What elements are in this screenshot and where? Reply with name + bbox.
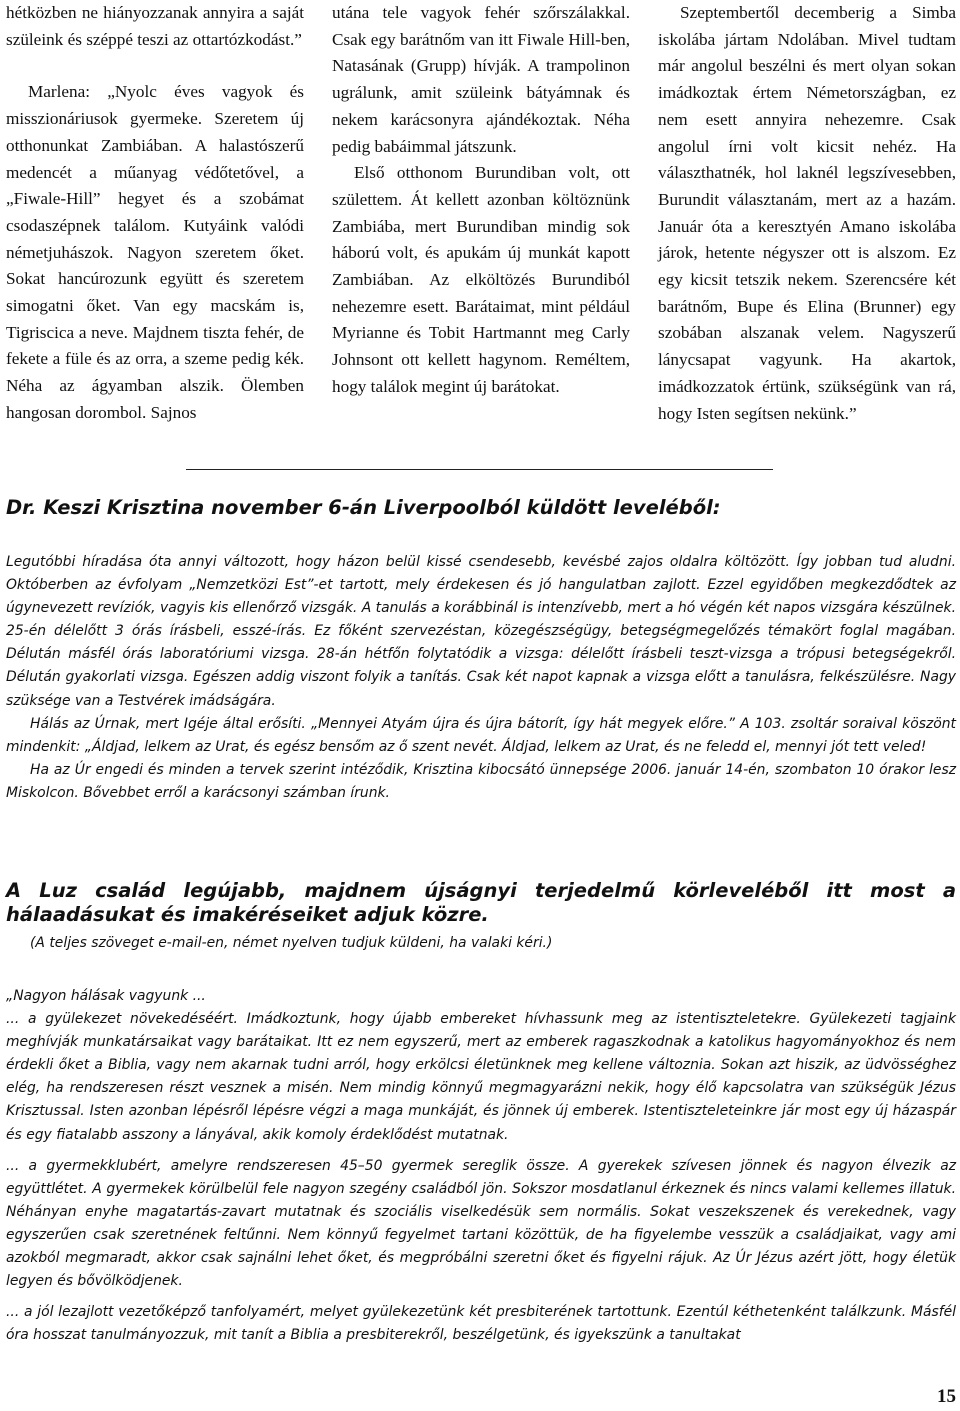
letter-paragraph-2: Hálás az Úrnak, mert Igéje által erősíti. „Mennyei Atyám újra és újra bátorít, így hát megyek előre.” A 103. zsoltár soraival köszönt mindenkit: „Áldjad, lelkem az Urat, és egész bensőm az ő szent nevét. Áldjad, lelkem az Urat, és ne feledd el, mennyi jót tett veled! <box>6 715 956 755</box>
letter-paragraph-1: Legutóbbi híradása óta annyi változott, hogy házon belül kissé csendesebb, kevésbé zajos oldalra költözött. Így jobban tud aludni. Októberben az évfolyam „Nemzetközi Est”-et tartott, mely érdekesen és jó hangulatban zajlott. Ezzel egyidőben megkezdődtek az úgynevezett revíziók, vagyis kis ellenőrző vizsgák. A tanulás a korábbinál is intenzívebb, mert a hó végén két napos vizsgára készülnek. 25-én délelőtt 3 órás írásbeli, esszé-írás. Ez főként szervezéstan, közegészségügy, betegségmegelőzés témakört foglal magában. Délután másfél órás laboratóriumi vizsga. 28-án hétfőn folytatódik a vizsga: délelőtt írásbeli teszt-vizsga a trópusi betegségekről. Délután gyakorlati vizsga. Egészen addig viszont folyik a tanítás. Csak két napot kapnak a vizsga előtt a tanulásra, felkészülésre. Nagy szüksége van a Testvérek imádságára. <box>6 554 956 709</box>
thanksgiving-item-2: ... a gyermekklubért, amelyre rendszeresen 45–50 gyermek sereglik össze. A gyerekek szívesen jönnek és nagyon élvezik az együttlétet. A gyermekek körülbelül fele nagyon szegény családból jön. Sokszor mosdatlanul érkeznek és nincs valami kellemes illatuk. Néhányan enyhe magatartás-zavart mutatnak és szociális viselkedésük sem normális. Sokat veszekszenek és verekednek, vagy egyszerűen csak szeretnének feltűnni. Nem könnyű fegyelmet tartani közöttük, de ha figyelembe vesszük a családjaikat, vagy ami azokból megmaradt, akkor csak sajnálni lehet őket, és megpróbálni szeretni őket és figyelni rájuk. Az Úr Jézus azért jött, hogy életük legyen és bővölködjenek. <box>6 1157 956 1290</box>
column-3 <box>658 0 956 446</box>
column-2-paragraph-2: Első otthonom Burundiban volt, ott születtem. Át kellett azonban költöznünk Zambiába, mert Burundiban mindig sok háború volt, és apukám új munkát kapott Zambiában. Az elköltözés Burundiból nehezemre esett. Barátaimat, mint például Myrianne és Tobit Hartmannt meg Carly Johnsont ott kellett hagynom. Reméltem, hogy találok megint új barátokat. <box>332 163 630 396</box>
letter-heading: Dr. Keszi Krisztina november 6-án Liverpoolból küldött leveléből: <box>6 496 721 519</box>
column-1 <box>6 0 304 446</box>
section-divider <box>186 469 773 470</box>
thanksgiving-item-1: ... a gyülekezet növekedéséért. Imádkoztunk, hogy újabb embereket hívhassunk meg az istentiszteletekre. Gyülekezeti tagjaink meghívják munkatársaikat vagy barátaikat. Itt ez nem egyszerű, mert az emberek ragaszkodnak a katolikus hagyományokhoz és nem érdekli őket a Biblia, vagy nem akarnak tudni arról, hogy erkölcsi életünknek meg kellene változnia. Sokan azt hiszik, az üdvösséghez elég, ha rendszeresen részt vesznek a misén. Nem mindig könnyű megmagyarázni nekik, hogy élő kapcsolatra van szükségük Jézus Krisztussal. Isten azonban lépésről lépésre végzi a maga munkáját, és jönnek új emberek. Istentiszteleteinkre jár most egy új házaspár és egy fiatalabb asszony a lányával, akik komoly érdeklődést mutatnak. <box>6 1011 956 1143</box>
marlena-paragraph: Marlena: „Nyolc éves vagyok és misszionáriusok gyermeke. Szeretem új otthonunkat Zambiában. A halastószerű medencét a műanyag védőtetővel, a „Fiwale-Hill” hegyet és a szobámat csodaszépnek találom. Kutyáink valódi németjuhászok. Nagyon szeretem őket. Sokat hancúrozunk együtt és szeretem simogatni őket. Van egy macskám is, Tigriscica a neve. Majdnem tiszta fehér, de fekete a füle és az orra, a szeme pedig kék. Néha az ágyamban alszik. Ölemben hangosan dorombol. Sajnos <box>6 82 304 422</box>
luz-family-heading: A Luz család legújabb, majdnem újságnyi terjedelmű körleveléből itt most a hálaadásukat és imakéréseiket adjuk közre. <box>6 879 956 926</box>
column-2 <box>332 0 630 446</box>
column-1-paragraph: hétközben ne hiányozzanak annyira a saját szüleink és széppé teszi az ottartózkodást.” <box>6 3 304 49</box>
email-note: (A teljes szöveget e-mail-en, német nyelven tudjuk küldeni, ha valaki kéri.) <box>30 935 553 951</box>
thanksgiving-item-3: ... a jól lezajlott vezetőképző tanfolyamért, melyet gyülekezetünk két presbiterének tartottunk. Ezentúl kéthetenként találkzunk. Másfél óra hosszat tanulmányozzuk, mit tanít a Biblia a presbiterekről, beszélgetünk, és igyekszünk a tanultakat <box>6 1304 956 1344</box>
page-number: 15 <box>937 1386 956 1407</box>
letter-paragraph-3: Ha az Úr engedi és minden a tervek szerint intéződik, Krisztina kibocsátó ünnepsége 2006. január 14-én, szombaton 10 órakor lesz Miskolcon. Bővebbet erről a karácsonyi számban írunk. <box>6 761 956 801</box>
thanksgiving-list <box>6 985 956 1347</box>
column-3-paragraph: Szeptembertől decemberig a Simba iskolába jártam Ndolában. Mivel tudtam már angolul beszélni és mert olyan sokan imádkoztak értem Németországban, ez nem esett annyira nehezemre. Csak angolul írni volt kicsit nehéz. Ha választhatnék, hol laknél legszívesebben, Burundit választanám, mert az a hazám. Január óta a keresztyén Amano iskolába járok, hetente négyszer ott is alszom. Ez egy kicsit tetszik nekem. Szerencsére két barátnőm, Bupe és Elina (Brunner) egy szobában alszanak velem. Nagyszerű lánycsapat vagyunk. Ha akartok, imádkozzatok értünk, szükségünk van rá, hogy Isten segítsen nekünk.” <box>658 3 956 423</box>
article-columns <box>6 0 956 446</box>
letter-body <box>6 551 956 805</box>
thanksgiving-intro: „Nagyon hálásak vagyunk ... <box>6 988 206 1004</box>
column-2-paragraph: utána tele vagyok fehér szőrszálakkal. Csak egy barátnőm van itt Fiwale Hill-ben, Natasának (Grupp) hívják. A trampolinon ugrálunk, amit szüleink bátyámnak és nekem karácsonyra ajándékoztak. Néha pedig babáimmal játszunk. <box>332 3 630 156</box>
